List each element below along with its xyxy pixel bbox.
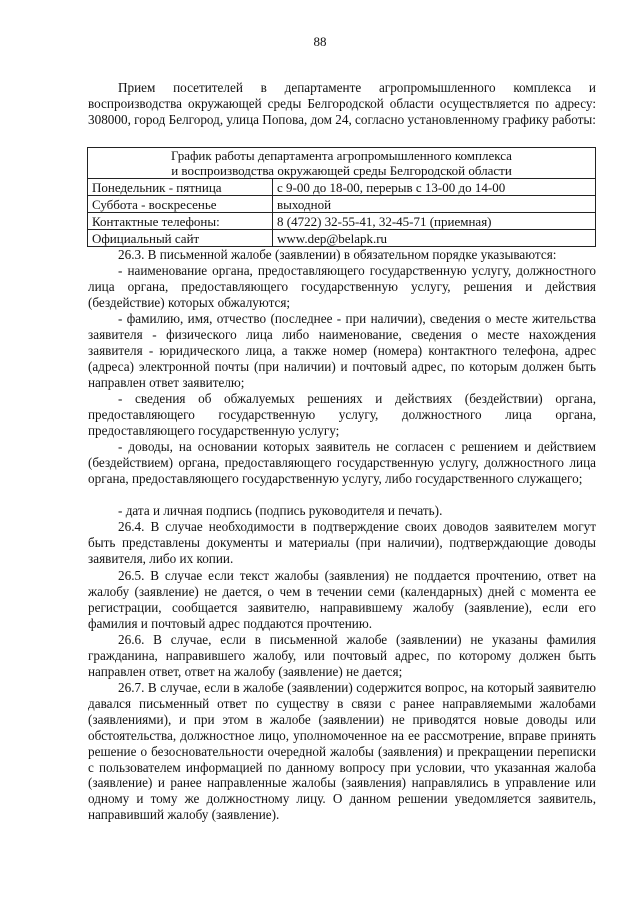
list-item-decisions: - сведения об обжалуемых решениях и действиях (бездействии) органа, предоставляющего государственную услугу, должностного лица органа, предоставляющего государственную услугу; [88, 391, 596, 438]
table-cell-label: Официальный сайт [88, 230, 273, 247]
table-cell-label: Суббота - воскресенье [88, 196, 273, 213]
page-number: 88 [313, 34, 327, 49]
work-schedule-table [87, 147, 596, 247]
paragraph-26-4: 26.4. В случае необходимости в подтверждение своих доводов заявителем могут быть представлены документы и материалы (при наличии), подтверждающие доводы заявителя, либо их копии. [88, 519, 596, 566]
table-caption-line: и воспроизводства окружающей среды Белгородской области [171, 163, 512, 178]
list-item-arguments: - доводы, на основании которых заявитель не согласен с решением и действием (бездействием) органа, предоставляющего государственную услугу, должностного лица органа, предоставляющего государственную услугу, либо государственного служащего; [88, 439, 596, 486]
table-row [88, 230, 596, 247]
list-item-authority: - наименование органа, предоставляющего государственную услугу, должностного лица органа, предоставляющего государственную услугу, решения и действия (бездействие) которых обжалуются; [88, 263, 596, 310]
table-cell-value: www.dep@belapk.ru [273, 230, 596, 247]
table-cell-value: с 9-00 до 18-00, перерыв с 13-00 до 14-00 [273, 179, 596, 196]
table-caption [88, 148, 596, 179]
list-item-signature: - дата и личная подпись (подпись руководителя и печать). [118, 503, 443, 518]
table-row [88, 213, 596, 230]
paragraph-26-7: 26.7. В случае, если в жалобе (заявлении) содержится вопрос, на который заявителю давался письменный ответ по существу в связи с ранее направляемыми жалобами (заявлениями), и при этом в жалобе (заявлении) не приводятся новые доводы или обстоятельства, должностное лицо, уполномоченное на ее рассмотрение, вправе принять решение о безосновательности очередной жалобы (заявления) и прекращении переписки с пользователем информацией по данному вопросу при условии, что указанная жалоба (заявление) и ранее направленные жалобы (заявления) направлялись в управление или одному и тому же должностному лицу. О данном решении уведомляется заявитель, направивший жалобу (заявление). [88, 680, 596, 823]
table-caption-line: График работы департамента агропромышленного комплекса [171, 148, 512, 163]
paragraph-26-6: 26.6. В случае, если в письменной жалобе (заявлении) не указаны фамилия гражданина, направившего жалобу, или почтовый адрес, по которому должен быть направлен ответ, ответ на жалобу (заявление) не дается; [88, 632, 596, 679]
table-row [88, 179, 596, 196]
table-row [88, 196, 596, 213]
table-cell-value: 8 (4722) 32-55-41, 32-45-71 (приемная) [273, 213, 596, 230]
table-caption-row [88, 148, 596, 179]
table-cell-label: Контактные телефоны: [88, 213, 273, 230]
table-cell-value: выходной [273, 196, 596, 213]
paragraph-26-3: 26.3. В письменной жалобе (заявлении) в обязательном порядке указываются: [118, 247, 557, 262]
list-item-applicant: - фамилию, имя, отчество (последнее - при наличии), сведения о месте жительства заявителя - физического лица либо наименование, сведения о месте нахождения заявителя - юридического лица, а также номер (номера) контактного телефона, адрес (адреса) электронной почты (при наличии) и почтовый адрес, по которым должен быть направлен ответ заявителю; [88, 311, 596, 390]
table-cell-label: Понедельник - пятница [88, 179, 273, 196]
paragraph-26-5: 26.5. В случае если текст жалобы (заявления) не поддается прочтению, ответ на жалобу (заявление) не дается, о чем в течении семи (календарных) дней с момента ее регистрации, сообщается заявителю, направившему жалобу (заявление), если его фамилия и почтовый адрес поддаются прочтению. [88, 568, 596, 631]
intro-paragraph: Прием посетителей в департаменте агропромышленного комплекса и воспроизводства окружающей среды Белгородской области осуществляется по адресу: 308000, город Белгород, улица Попова, дом 24, согласно установленному графику работы: [88, 80, 596, 127]
